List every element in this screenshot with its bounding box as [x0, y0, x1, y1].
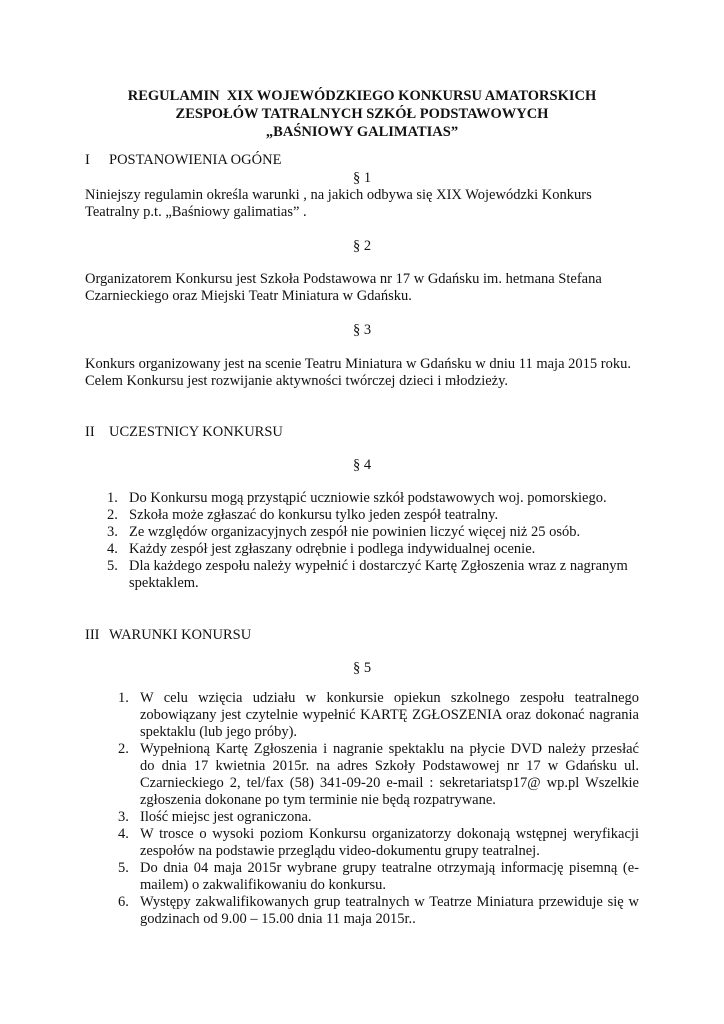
list-item-number: 1.: [107, 490, 118, 506]
list-item-number: 2.: [107, 507, 118, 523]
paragraph-mark-4: § 4: [352, 457, 372, 473]
section-3-title: WARUNKI KONURSU: [109, 627, 252, 643]
paragraph-2: [85, 271, 645, 305]
title-line-1: REGULAMIN XIX WOJEWÓDZKIEGO KONKURSU AMATORSKICH: [127, 88, 597, 104]
section-2-number: II: [85, 424, 95, 440]
list-item: [118, 690, 639, 741]
paragraph-1: [85, 187, 645, 221]
section-1-heading: [85, 152, 281, 169]
paragraph-mark-5: § 5: [352, 660, 372, 676]
document-title: [0, 87, 724, 141]
paragraph-2-line: Czarnieckiego oraz Miejski Teatr Miniatura w Gdańsku.: [85, 288, 412, 304]
list-item-number: 5.: [118, 860, 129, 876]
section-1-number: I: [85, 152, 90, 168]
section-2-heading: [85, 424, 283, 441]
list-item-line: Dla każdego zespołu należy wypełnić i dostarczyć Kartę Zgłoszenia wraz z nagranym: [129, 558, 628, 574]
list-item-number: 3.: [107, 524, 118, 540]
paragraph-mark-2: § 2: [352, 238, 372, 254]
paragraph-3: [85, 356, 645, 390]
paragraph-3-line: Celem Konkursu jest rozwijanie aktywności twórczej dzieci i młodzieży.: [85, 373, 509, 389]
list-item-number: 1.: [118, 690, 129, 706]
paragraph-3-line: Konkurs organizowany jest na scenie Teatru Miniatura w Gdańsku w dniu 11 maja 2015 roku.: [85, 356, 631, 372]
list-item: [118, 809, 639, 826]
list-item: [107, 524, 649, 541]
section-1-title: POSTANOWIENIA OGÓNE: [109, 152, 282, 168]
list-item-line: Ze względów organizacyjnych zespół nie powinien liczyć więcej niż 25 osób.: [129, 524, 581, 540]
list-item-line: spektaklem.: [129, 575, 199, 591]
paragraph-mark-3: § 3: [352, 322, 372, 338]
list-item-number: 3.: [118, 809, 129, 825]
section-3-number: III: [85, 627, 100, 643]
paragraph-1-line: Niniejszy regulamin określa warunki , na jakich odbywa się XIX Wojewódzki Konkurs: [85, 187, 592, 203]
list-item: [107, 507, 649, 524]
list-item: [118, 860, 639, 894]
list-item-line: zespołów na podstawie przeglądu video-dokumentu grupy teatralnej.: [140, 843, 540, 859]
list-item: [107, 490, 649, 507]
list-item-number: 4.: [107, 541, 118, 557]
conditions-list: [118, 690, 639, 928]
list-item-line: zgłoszenia dokonane po tym terminie nie będą rozpatrywane.: [140, 792, 496, 808]
list-item-line: Wypełnioną Kartę Zgłoszenia i nagranie spektaklu na płycie DVD należy przesłać: [140, 741, 639, 757]
list-item-line: Ilość miejsc jest ograniczona.: [140, 809, 312, 825]
paragraph-2-line: Organizatorem Konkursu jest Szkoła Podstawowa nr 17 w Gdańsku im. hetmana Stefana: [85, 271, 602, 287]
list-item: [107, 558, 649, 592]
paragraph-mark-1: § 1: [352, 170, 372, 186]
list-item: [118, 826, 639, 860]
list-item-line: zobowiązany jest czytelnie wypełnić KARTĘ ZGŁOSZENIA oraz dokonać nagrania: [140, 707, 639, 723]
list-item-line: W celu wzięcia udziału w konkursie opiekun szkolnego zespołu teatralnego: [140, 690, 639, 706]
list-item-line: Każdy zespół jest zgłaszany odrębnie i podlega indywidualnej ocenie.: [129, 541, 536, 557]
list-item: [107, 541, 649, 558]
list-item-line: spektaklu (lub jego próby).: [140, 724, 298, 740]
section-2-title: UCZESTNICY KONKURSU: [109, 424, 283, 440]
list-item-number: 6.: [118, 894, 129, 910]
list-item-line: Czarnieckiego 2, tel/fax (58) 341-09-20 e-mail : sekretariatsp17@ wp.pl Wszelkie: [140, 775, 639, 791]
list-item-line: Do Konkursu mogą przystąpić uczniowie szkół podstawowych woj. pomorskiego.: [129, 490, 607, 506]
list-item-line: Do dnia 04 maja 2015r wybrane grupy teatralne otrzymają informację pisemną (e-: [140, 860, 639, 876]
list-item-line: godzinach od 9.00 – 15.00 dnia 11 maja 2015r..: [140, 911, 416, 927]
list-item-number: 4.: [118, 826, 129, 842]
list-item-line: do dnia 17 kwietnia 2015r. na adres Szkoły Podstawowej nr 17 w Gdańsku ul.: [140, 758, 639, 774]
list-item-number: 2.: [118, 741, 129, 757]
list-item: [118, 741, 639, 809]
title-line-2: ZESPOŁÓW TATRALNYCH SZKÓŁ PODSTAWOWYCH: [175, 106, 549, 122]
paragraph-1-line: Teatralny p.t. „Baśniowy galimatias” .: [85, 204, 307, 220]
list-item-line: mailem) o zakwalifikowaniu do konkursu.: [140, 877, 387, 893]
list-item-number: 5.: [107, 558, 118, 574]
participants-list: [107, 490, 649, 592]
list-item-line: Występy zakwalifikowanych grup teatralnych w Teatrze Miniatura przewiduje się w: [140, 894, 639, 910]
section-3-heading: [85, 627, 251, 644]
list-item: [118, 894, 639, 928]
list-item-line: Szkoła może zgłaszać do konkursu tylko jeden zespół teatralny.: [129, 507, 499, 523]
list-item-line: W trosce o wysoki poziom Konkursu organizatorzy dokonają wstępnej weryfikacji: [140, 826, 639, 842]
title-line-3: „BAŚNIOWY GALIMATIAS”: [265, 124, 459, 140]
